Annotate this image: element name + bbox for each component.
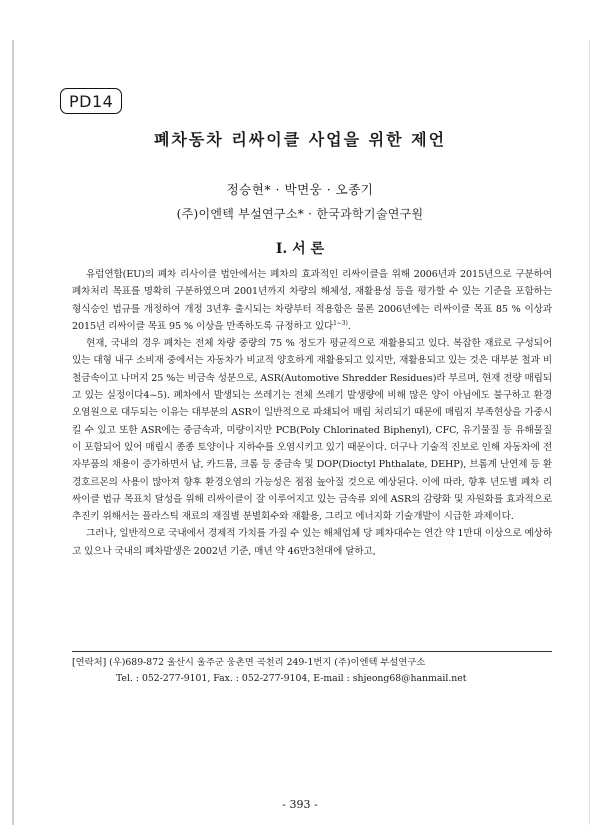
citation-ref: 1~3)	[333, 319, 348, 327]
paragraph-text: 유럽연합(EU)의 폐차 리사이클 법안에서는 폐차의 효과적인 리싸이클을 위해 2006년과 2015년으로 구분하여 폐차처리 목표를 명확히 구분하였으며 2001년까지 차량의 해체성, 재활용성 등을 평가할 수 있는 기준을 포함하는 형식승인 법규를 개정하여 개정 3년후 출시되는 차량부터 적용함은 물론 2006년에는 리싸이클 목표 85 % 이상과 2015년 리싸이클 목표 95 % 이상을 만족하도록 규정하고 있다	[72, 269, 552, 332]
paper-id-tag: PD14	[60, 88, 122, 114]
footnote-divider	[72, 651, 552, 652]
section-heading: I. 서 론	[275, 241, 325, 257]
body-text	[72, 266, 552, 560]
paper-title: 폐차동차 리싸이클 사업을 위한 제언	[153, 130, 447, 149]
paragraph	[72, 266, 552, 335]
affiliation-list: (주)이엔텍 부설연구소* · 한국과학기술연구원	[176, 207, 424, 221]
author-list: 정승현* · 박면웅 · 오종기	[226, 182, 374, 197]
paragraph-text: 그러나, 일반적으로 국내에서 경제적 가치를 가질 수 있는 해체업체 당 폐차대수는 연간 약 1만대 이상으로 예상하고 있으나 국내의 폐차발생은 2002년 기준, 매년 약 46만3천대에 달하고,	[72, 528, 552, 557]
contact-phone-email: Tel. : 052-277-9101, Fax. : 052-277-9104, E-mail : shjeong68@hanmail.net	[116, 673, 467, 684]
scan-right-edge	[589, 40, 590, 825]
paragraph	[72, 335, 552, 525]
page-number: - 393 -	[282, 798, 318, 811]
paragraph-tail: .	[347, 320, 351, 332]
paragraph	[72, 525, 552, 560]
scan-left-edge	[12, 40, 14, 825]
contact-footnote	[72, 655, 552, 687]
paragraph-text: 현재, 국내의 경우 폐차는 전체 차량 중량의 75 % 정도가 평균적으로 재활용되고 있다. 복잡한 재료로 구성되어 있는 대형 내구 소비재 중에서는 자동차가 비교적 양호하게 재활용되고 있지만, 재활용되고 있는 것은 대부분 철과 비철금속이고 나머지 25 %는 비금속 성분으로, ASR(Automotive Shredder Residues)라 부르며, 현재 전량 매립되고 있는 실정이다4~5). 폐차에서 발생되는 쓰레기는 전체 쓰레기 발생량에 비해 많은 양이 아님에도 불구하고 환경오염원으로 대두되는 이유는 대부분의 ASR이 일반적으로 파쇄되어 매립 처리되기 때문에 매립지 부족현상을 가중시킬 수 있고 또한 ASR에는 중금속과, 미량이지만 PCB(Poly Chlorinated Biphenyl), CFC, 유기물질 등 유해물질이 포함되어 있어 매립시 종종 토양이나 지하수를 오염시키고 있기 때문이다. 더구나 기술적 진보로 인해 자동차에 전자부품의 채용이 증가하면서 납, 카드뮴, 크롬 등 중금속 및 DOP(Dioctyl Phthalate, DEHP), 브롬계 난연제 등 환경호르몬의 사용이 많아져 향후 환경오염의 가능성은 점점 높아질 것으로 예상된다. 이에 따라, 향후 년도별 폐차 리싸이클 법규 목표치 달성을 위해 리싸이클이 잘 이루어지고 있는 금속류 외에 ASR의 감량화 및 자원화를 효과적으로 추진키 위해서는 플라스틱 재료의 재질별 분별회수와 재활용, 그리고 에너지화 기술개발이 시급한 과제이다.	[72, 338, 552, 523]
contact-address: [연락처] (우)689-872 울산시 울주군 웅촌면 곡천리 249-1번지 (주)이엔텍 부설연구소	[72, 657, 426, 668]
